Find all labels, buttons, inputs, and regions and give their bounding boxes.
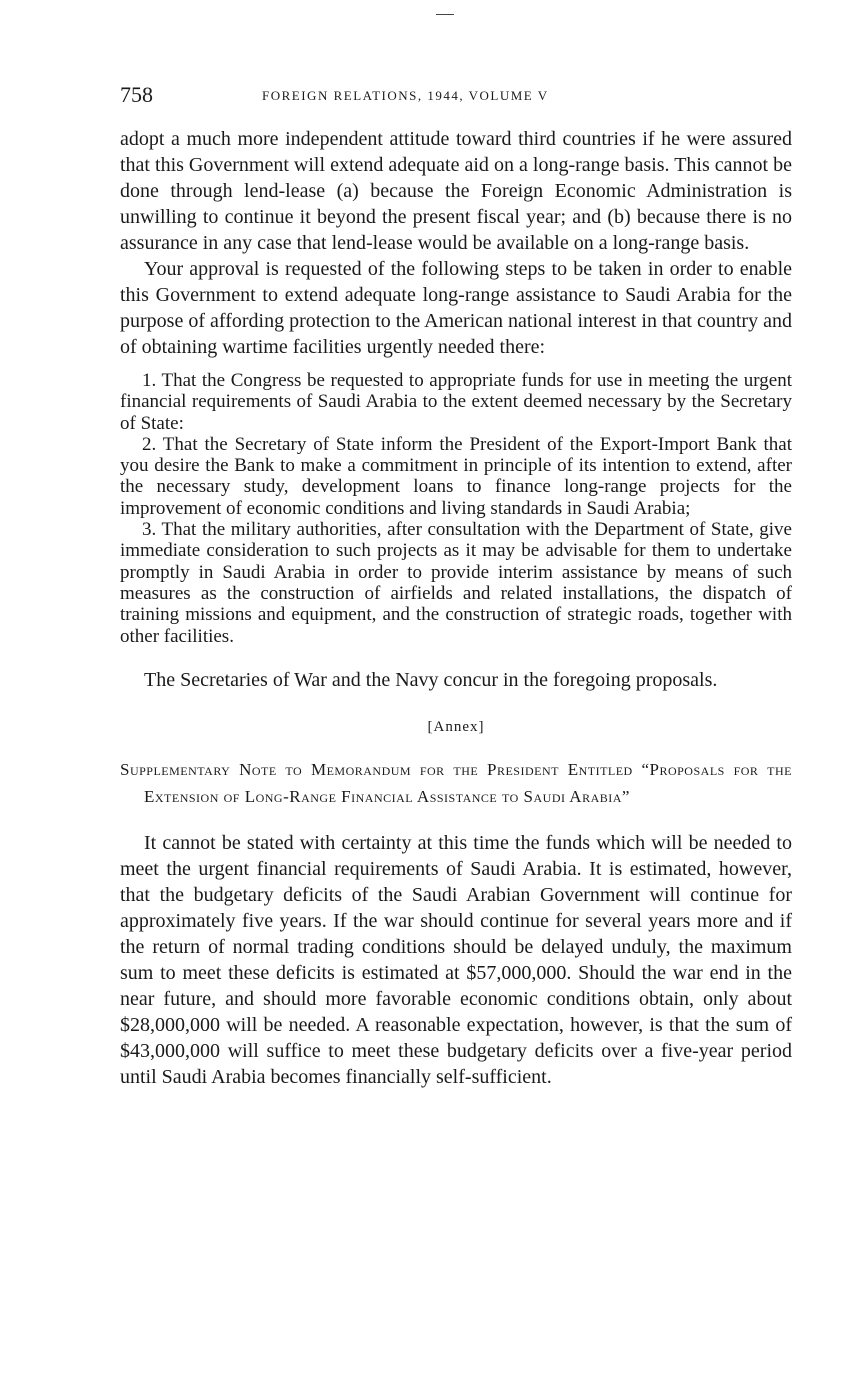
proposal-list — [120, 370, 792, 647]
page-number: 758 — [120, 82, 153, 107]
document-page — [120, 82, 792, 1090]
annex-label: [Annex] — [427, 718, 485, 735]
paragraph-approval-request: Your approval is requested of the following steps to be taken in order to enable this Government to extend adequate long-range assistance to Saudi Arabia for the purpose of affording protection to the American national interest in that country and of obtaining wartime facilities urgently needed there: — [120, 258, 792, 358]
paragraph-continuation: adopt a much more independent attitude toward third countries if he were assured that this Government will extend adequate aid on a long-range basis. This cannot be done through lend-lease (a) because the Foreign Economic Administration is unwilling to continue it beyond the present fiscal year; and (b) because there is no assurance in any case that lend-lease would be available on a long-range basis. — [120, 128, 792, 254]
running-header — [120, 82, 792, 112]
annex-heading: Supplementary Note to Memorandum for the President Entitled “Proposals for the Extension of Long-Range Financial Assistance to Saudi Arabia” — [120, 759, 792, 806]
list-item: 2. That the Secretary of State inform the President of the Export-Import Bank that you desire the Bank to make a commitment in principle of its intention to extend, after the necessary study, development loans to finance long-range projects for the improvement of economic conditions and living standards in Saudi Arabia; — [120, 433, 792, 519]
running-title: FOREIGN RELATIONS, 1944, VOLUME V — [262, 88, 549, 103]
list-item: 1. That the Congress be requested to appropriate funds for use in meeting the urgent financial requirements of Saudi Arabia to the extent deemed necessary by the Secretary of State: — [120, 370, 792, 434]
list-item: 3. That the military authorities, after consultation with the Department of State, give immediate consideration to such projects as it may be advisable for them to undertake promptly in Saudi Arabia in order to provide interim assistance by means of such measures as the construction of airfields and related installations, the dispatch of training missions and equipment, and the construction of strategic roads, together with other facilities. — [120, 519, 792, 647]
paragraph-concurrence: The Secretaries of War and the Navy concur in the foregoing proposals. — [144, 668, 718, 691]
top-margin-mark — [436, 14, 454, 15]
annex-body: It cannot be stated with certainty at this time the funds which will be needed to meet the urgent financial requirements of Saudi Arabia. It is estimated, however, that the budgetary deficits of the Saudi Arabian Government will continue for approximately five years. If the war should continue for several years more and if the return of normal trading conditions should be delayed unduly, the maximum sum to meet these deficits is estimated at $57,000,000. Should the war end in the near future, and should more favorable economic conditions obtain, only about $28,000,000 will be needed. A reasonable expectation, however, is that the sum of $43,000,000 will suffice to meet these budgetary deficits over a five-year period until Saudi Arabia becomes financially self-sufficient. — [120, 831, 792, 1088]
